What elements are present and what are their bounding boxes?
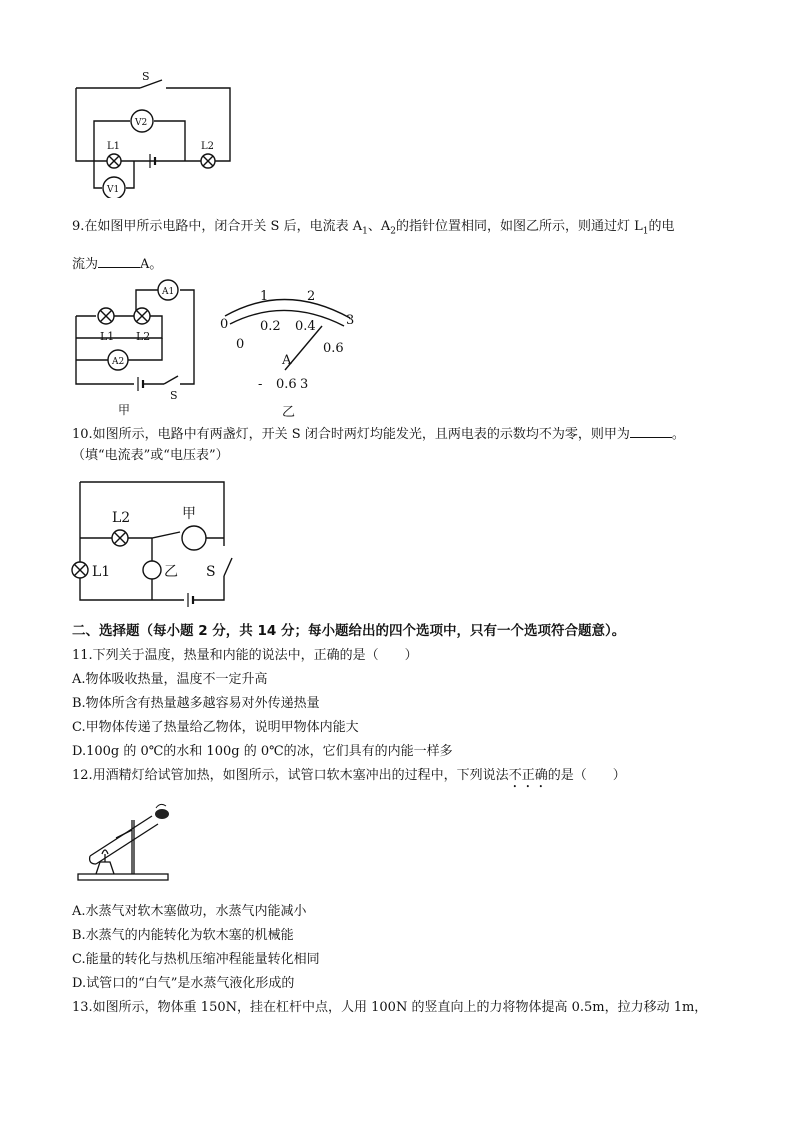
question-12-stem: 12.用酒精灯给试管加热，如图所示，试管口软木塞冲出的过程中，下列说法不正确的是（ ） (72, 768, 626, 783)
q12-option-b[interactable]: B.水蒸气的内能转化为软木塞的机械能 (72, 928, 294, 943)
test-tube-heating-figure (72, 794, 182, 886)
voltmeter-v1-label: V1 (107, 185, 120, 195)
section-heading-choice: 二、选择题（每小题 2 分，共 14 分；每小题给出的四个选项中，只有一个选项符合题意）。 (72, 623, 626, 639)
question-10-line2: （填“电流表”或“电压表”） (72, 448, 229, 463)
q11-option-a[interactable]: A.物体吸收热量，温度不一定升高 (72, 672, 268, 687)
ammeter-a1-label: A1 (162, 287, 175, 297)
inner-tick-0-4: 0.4 (295, 319, 316, 334)
lamp-l1-label: L1 (100, 330, 115, 343)
voltmeter-v2-label: V2 (135, 118, 148, 128)
answer-blank-q9[interactable] (98, 254, 140, 268)
question-9-line2: 流为 A。 (72, 254, 162, 274)
meter-jia-label: 甲 (182, 506, 196, 522)
figure-caption-yi: 乙 (282, 405, 296, 420)
question-11-stem: 11.下列关于温度，热量和内能的说法中，正确的是（ ） (72, 648, 418, 663)
question-9-line1: 9.在如图甲所示电路中，闭合开关 S 后，电流表 $A_1$、$A_2$的指针位置相同，如图乙所示，则通过灯 $L_1$的电 (72, 219, 675, 237)
lamp-l2-label: L2 (112, 510, 131, 526)
lamp-l2-label: L2 (201, 141, 215, 152)
circuit-figure-q10 (70, 476, 240, 608)
circuit-figure-q9 (70, 278, 370, 420)
emphasis-not-correct: 不正确 (508, 768, 548, 783)
circuit-figure-q8 (70, 68, 240, 198)
switch-s-label: S (170, 389, 178, 402)
meter-yi-label: 乙 (164, 564, 178, 580)
ammeter-a2-label: A2 (112, 357, 125, 367)
inner-tick-0: 0 (236, 337, 245, 352)
inner-tick-0-2: 0.2 (260, 319, 281, 334)
answer-blank-q10[interactable] (630, 424, 672, 438)
outer-tick-1: 1 (260, 289, 269, 304)
question-10-line1: 10.如图所示，电路中有两盏灯，开关 S 闭合时两灯均能发光，且两电表的示数均不为零，则甲为 。 (72, 424, 685, 444)
outer-tick-0: 0 (220, 317, 229, 332)
switch-s-label: S (142, 70, 150, 83)
lamp-l1-label: L1 (92, 564, 111, 580)
question-13-stem: 13.如图所示，物体重 150N，挂在杠杆中点，人用 100N 的竖直向上的力将物体提高 0.5m，拉力移动 1m， (72, 1000, 708, 1015)
terminal-0-6: 0.6 (276, 377, 297, 392)
outer-tick-3: 3 (346, 313, 355, 328)
switch-s-label: S (206, 564, 216, 580)
terminal-minus: - (258, 377, 263, 392)
q12-option-c[interactable]: C.能量的转化与热机压缩冲程能量转化相同 (72, 952, 320, 967)
q11-option-d[interactable]: D.100g 的 0℃的水和 100g 的 0℃的冰，它们具有的内能一样多 (72, 744, 453, 759)
terminal-3: 3 (300, 377, 309, 392)
q12-option-d[interactable]: D.试管口的“白气”是水蒸气液化形成的 (72, 976, 295, 991)
meter-unit-a: A (282, 353, 292, 368)
q12-option-a[interactable]: A.水蒸气对软木塞做功，水蒸气内能减小 (72, 904, 307, 919)
lamp-l2-label: L2 (136, 330, 151, 343)
inner-tick-0-6: 0.6 (323, 341, 344, 356)
q11-option-b[interactable]: B.物体所含有热量越多越容易对外传递热量 (72, 696, 320, 711)
lamp-l1-label: L1 (107, 141, 121, 152)
q11-option-c[interactable]: C.甲物体传递了热量给乙物体，说明甲物体内能大 (72, 720, 359, 735)
figure-caption-jia: 甲 (118, 403, 131, 417)
outer-tick-2: 2 (307, 289, 316, 304)
